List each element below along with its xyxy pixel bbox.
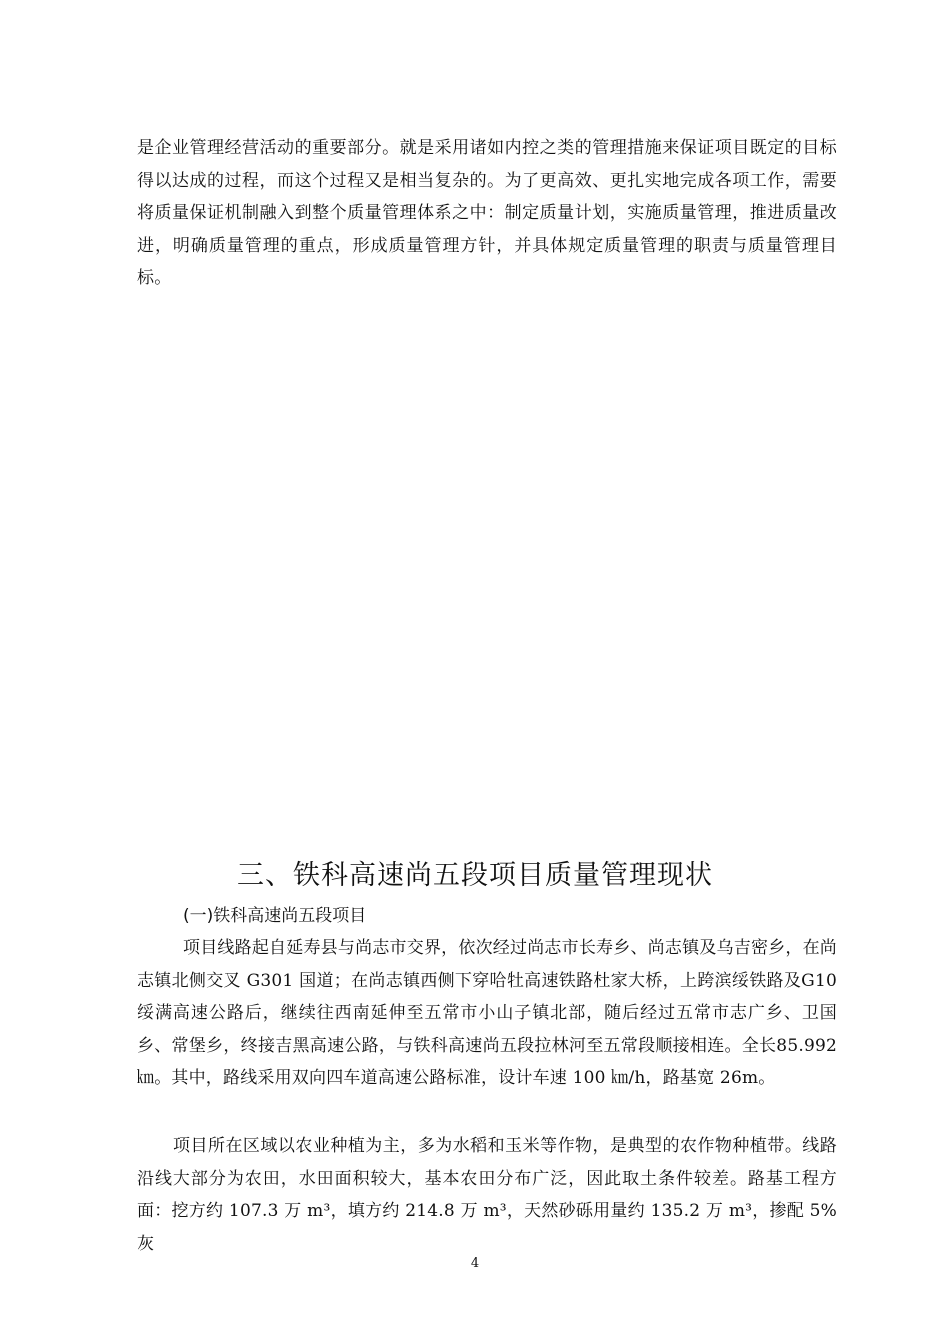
body-paragraph-continued xyxy=(137,132,837,295)
section-heading: 三、铁科高速尚五段项目质量管理现状 xyxy=(237,860,713,891)
paragraph-text: 是企业管理经营活动的重要部分。就是采用诸如内控之类的管理措施来保证项目既定的目标得以达成的过程，而这个过程又是相当复杂的。为了更高效、更扎实地完成各项工作，需要将质量保证机制融入到整个质量管理体系之中：制定质量计划，实施质量管理，推进质量改进，明确质量管理的重点，形成质量管理方针，并具体规定质量管理的职责与质量管理目标。 xyxy=(137,138,837,288)
paragraph-text: 项目线路起自延寿县与尚志市交界，依次经过尚志市长寿乡、尚志镇及乌吉密乡，在尚志镇北侧交叉 G301 国道；在尚志镇西侧下穿哈牡高速铁路杜家大桥，上跨滨绥铁路及G10 绥满高速公路后，继续往西南延伸至五常市小山子镇北部，随后经过五常市志广乡、卫国乡、常堡乡，终接吉黑高速公路，与铁科高速尚五段拉林河至五常段顺接相连。全长85.992 ㎞。其中，路线采用双向四车道高速公路标准，设计车速 100 ㎞/h，路基宽 26m。 xyxy=(137,938,837,1088)
subsection-heading: (一)铁科高速尚五段项目 xyxy=(183,906,367,926)
body-paragraph xyxy=(137,932,837,1095)
paragraph-text: 项目所在区域以农业种植为主，多为水稻和玉米等作物，是典型的农作物种植带。线路沿线大部分为农田，水田面积较大，基本农田分布广泛，因此取土条件较差。路基工程方面：挖方约 107.3 万 m³，填方约 214.8 万 m³，天然砂砾用量约 135.2 万 m³，掺配 5%灰 xyxy=(137,1136,837,1254)
body-paragraph xyxy=(137,1130,837,1260)
page-number: 4 xyxy=(470,1256,480,1271)
